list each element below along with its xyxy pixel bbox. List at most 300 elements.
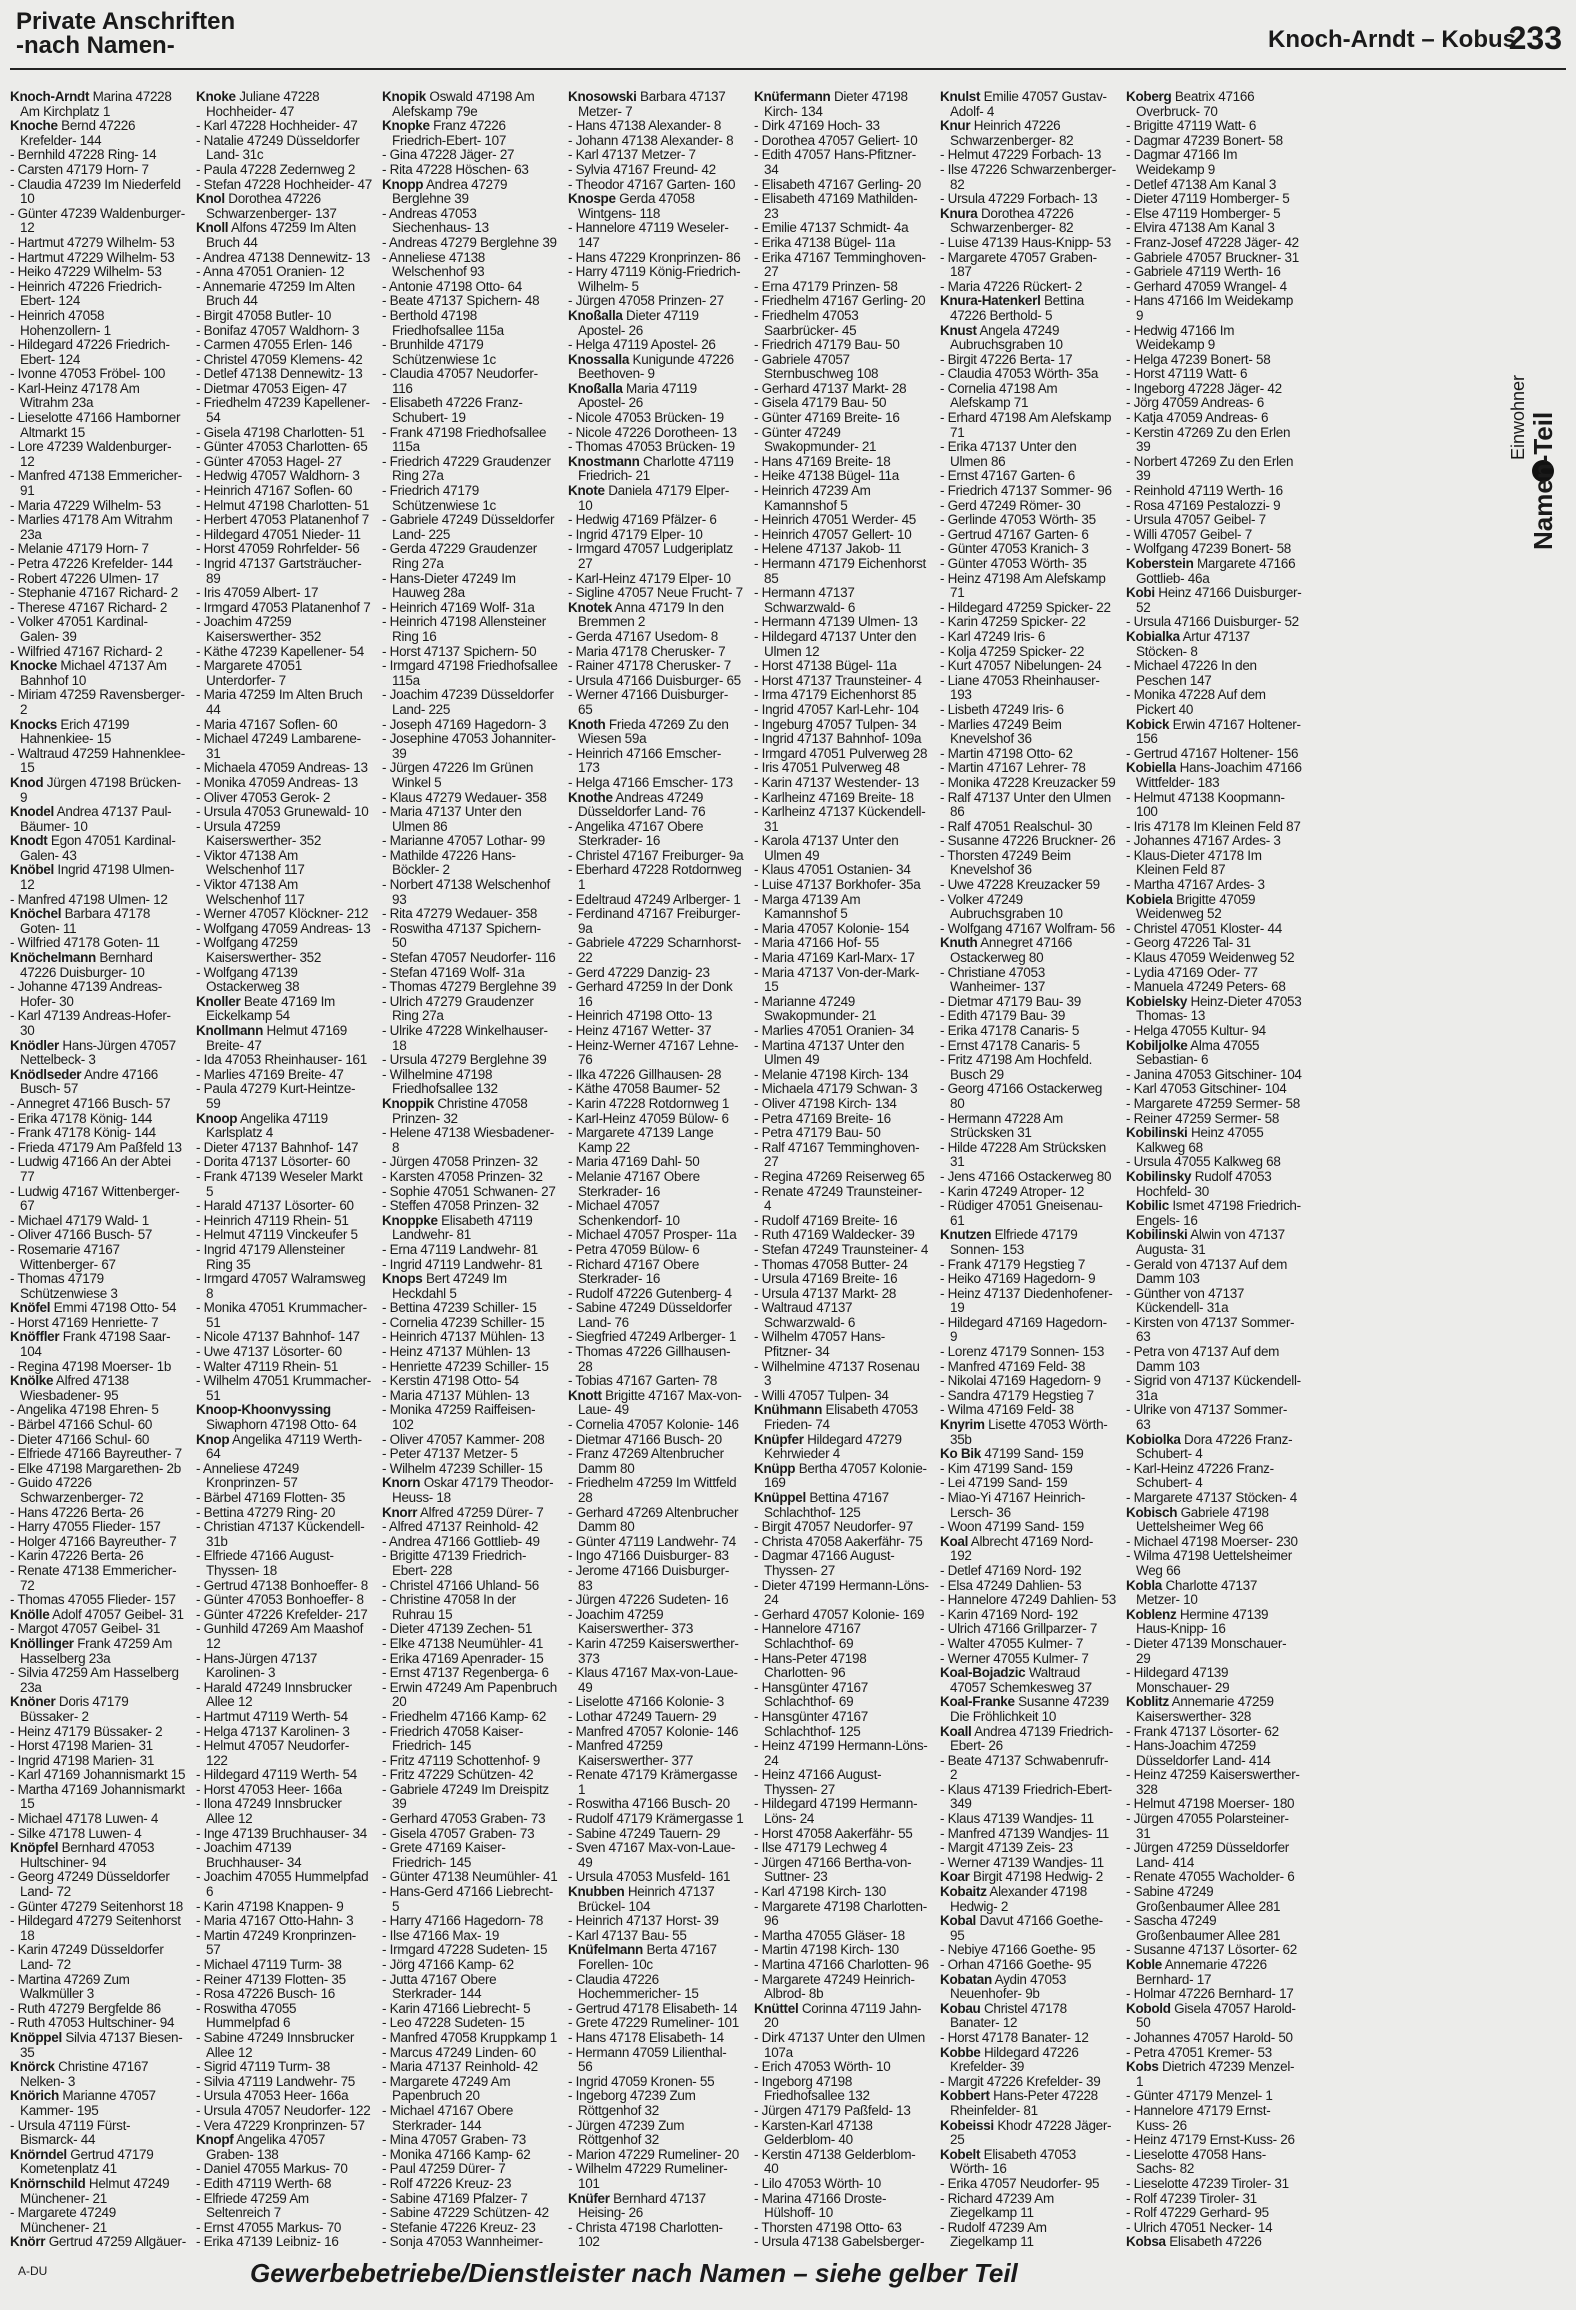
directory-entry	[1126, 382, 1302, 397]
entry-details: - Thomas 47055 Flieder- 157	[10, 1592, 176, 1608]
entry-details: - Carmen 47055 Erlen- 146	[196, 337, 353, 353]
directory-entry	[10, 1316, 186, 1331]
entry-details: - Tobias 47167 Garten- 78	[568, 1373, 718, 1389]
directory-entry	[568, 90, 744, 119]
entry-details: - Erich 47053 Wörth- 10	[754, 2059, 891, 2075]
entry-details: - Ursula 47279 Berglehne 39	[382, 1052, 547, 1068]
entry-details: - Susanne 47137 Lösorter- 62	[1126, 1942, 1297, 1958]
entry-details: - Sylvia 47167 Freund- 42	[568, 161, 716, 177]
entry-details: Susanne 47239 Die Fröhlichkeit 10	[950, 1694, 1109, 1724]
directory-entry	[382, 732, 558, 761]
entry-details: - Alfred 47137 Reinhold- 42	[382, 1519, 539, 1535]
entry-details: - Elke 47138 Neumühler- 41	[382, 1635, 544, 1651]
directory-entry	[754, 542, 930, 557]
directory-entry	[568, 2016, 744, 2031]
directory-entry	[568, 2148, 744, 2163]
entry-details: - Jürgen 47259 Düsseldorfer Land- 414	[1126, 1840, 1289, 1870]
directory-entry	[940, 1564, 1116, 1579]
directory-entry	[10, 148, 186, 163]
directory-entry	[196, 1068, 372, 1083]
entry-details: - Heinrich 47167 Soflen- 60	[196, 483, 353, 499]
entry-details: - Michael 47119 Turm- 38	[196, 1957, 342, 1972]
entry-details: - Hans 47138 Alexander- 8	[568, 118, 722, 134]
entry-details: - Jürgen 47226 Sudeten- 16	[568, 1592, 729, 1608]
entry-details: - Günter 47239 Waldenburger- 12	[10, 205, 185, 236]
directory-entry	[382, 1885, 558, 1914]
directory-entry	[940, 995, 1116, 1010]
directory-entry	[1126, 951, 1302, 966]
entry-surname: Knoop-Khoonvyssing	[196, 1402, 331, 1418]
entry-details: - Oliver 47166 Busch- 57	[10, 1227, 153, 1243]
entry-details: - Harry 47119 König-Friedrich-Wilhelm- 5	[568, 264, 741, 294]
directory-entry	[940, 2119, 1116, 2148]
directory-entry	[382, 1754, 558, 1769]
entry-surname: Koble	[1126, 1957, 1163, 1972]
directory-entry	[1126, 236, 1302, 251]
directory-entry	[196, 688, 372, 717]
directory-entry	[1126, 834, 1302, 849]
entry-details: - Heinz 47199 Hermann-Löns- 24	[754, 1738, 928, 1768]
directory-entry	[940, 1053, 1116, 1082]
directory-entry	[382, 834, 558, 849]
directory-entry	[568, 455, 744, 484]
entry-details: - Sabine 47249 Tauern- 29	[568, 1825, 721, 1841]
directory-entry	[10, 1608, 186, 1623]
directory-entry	[196, 1739, 372, 1768]
directory-entry	[10, 1374, 186, 1403]
entry-details: - Elke 47198 Margarethen- 2b	[10, 1460, 181, 1476]
entry-details: - Holmar 47226 Bernhard- 17	[1126, 1986, 1294, 2002]
entry-details: - Jürgen 47058 Prinzen- 32	[382, 1154, 538, 1170]
directory-entry	[568, 1666, 744, 1695]
directory-entry	[568, 1199, 744, 1228]
entry-details: - Georg 47166 Ostackerweg 80	[940, 1081, 1103, 1111]
directory-entry	[1126, 1316, 1302, 1345]
entry-details: - Margarete 47057 Graben- 187	[940, 249, 1097, 280]
entry-details: - Klaus 47139 Friedrich-Ebert- 349	[940, 1781, 1112, 1812]
entry-details: Beatrix 47166 Overbruck- 70	[1136, 90, 1255, 119]
directory-entry	[10, 2235, 186, 2250]
directory-entry	[940, 1593, 1116, 1608]
entry-details: - Horst 47178 Banater- 12	[940, 2029, 1089, 2045]
entry-details: - Christian 47137 Kückendell- 31b	[196, 1519, 365, 1549]
entry-surname: Koberg	[1126, 90, 1172, 104]
entry-surname: Kobal	[940, 1913, 977, 1929]
entry-details: - Orhan 47166 Goethe- 95	[940, 1957, 1092, 1972]
directory-entry	[382, 601, 558, 616]
entry-details: - Kolja 47259 Spicker- 22	[940, 643, 1085, 659]
entry-details: - Rainer 47178 Cherusker- 7	[568, 658, 731, 674]
entry-details: - Irmgard 47228 Sudeten- 15	[382, 1942, 548, 1958]
entry-details: - Silvia 47259 Am Hasselberg 23a	[10, 1665, 179, 1695]
directory-entry	[382, 805, 558, 834]
entry-details: Lisette 47053 Wörth- 35b	[950, 1417, 1108, 1447]
entry-details: - Beate 47137 Schwabenrufr- 2	[940, 1752, 1109, 1783]
entry-details: - Volker 47249 Aubruchsgraben 10	[940, 891, 1063, 922]
entry-surname: Knothe	[568, 789, 613, 805]
entry-details: - Reiner 47139 Flotten- 35	[196, 1971, 346, 1987]
entry-details: - Claudia 47053 Wörth- 35a	[940, 366, 1099, 382]
directory-entry	[196, 2031, 372, 2060]
entry-details: - Hildegard 47051 Nieder- 11	[196, 526, 361, 542]
directory-entry	[382, 966, 558, 981]
directory-entry	[10, 469, 186, 498]
directory-entry	[196, 1608, 372, 1623]
directory-entry	[382, 2016, 558, 2031]
directory-entry	[196, 1622, 372, 1651]
directory-entry	[1126, 1024, 1302, 1039]
entry-details: Annemarie 47259 Kaiserswerther- 328	[1136, 1694, 1274, 1724]
entry-details: - Heinz 47137 Diedenhofener- 19	[940, 1285, 1113, 1316]
directory-entry	[754, 966, 930, 995]
entry-details: - Hannelore 47249 Dahlien- 53	[940, 1592, 1116, 1608]
entry-details: - Edith 47057 Hans-Pfitzner- 34	[754, 147, 916, 177]
entry-details: - Ursula 47057 Neudorfer- 122	[196, 2102, 371, 2118]
entry-details: - Uwe 47137 Lösorter- 60	[196, 1344, 342, 1360]
entry-details: - Gerd 47249 Römer- 30	[940, 497, 1081, 513]
directory-entry	[1126, 542, 1302, 557]
entry-details: - Martha 47169 Johannismarkt 15	[10, 1781, 185, 1812]
directory-entry	[568, 747, 744, 776]
directory-entry	[568, 1797, 744, 1812]
directory-entry	[1126, 688, 1302, 717]
directory-entry	[196, 1170, 372, 1199]
entry-details: - Elfriede 47166 August-Thyssen- 18	[196, 1548, 334, 1578]
entry-details: - Gerhard 47053 Graben- 73	[382, 1811, 546, 1827]
directory-entry	[568, 1973, 744, 2002]
entry-surname: Kobiella	[1126, 760, 1177, 776]
directory-entry	[382, 207, 558, 236]
entry-details: - Gisela 47198 Charlotten- 51	[196, 424, 365, 440]
entry-surname: Knörr	[10, 2234, 46, 2250]
footer-note: Gewerbebetriebe/Dienstleister nach Namen – siehe gelber Teil	[250, 2258, 1018, 2288]
directory-entry	[382, 2162, 558, 2177]
entry-surname: Koblitz	[1126, 1694, 1169, 1710]
directory-entry	[10, 776, 186, 805]
entry-details: Kunigunde 47226 Beethoven- 9	[578, 351, 734, 382]
entry-details: - Norbert 47138 Welschenhof 93	[382, 877, 551, 907]
directory-entry	[754, 1301, 930, 1330]
entry-details: - Norbert 47269 Zu den Erlen 39	[1126, 453, 1294, 484]
directory-entry	[196, 2221, 372, 2236]
name-range: Knoch-Arndt – Kobus	[1268, 26, 1516, 53]
directory-entry	[940, 1389, 1116, 1404]
directory-entry	[382, 2031, 558, 2046]
directory-entry	[940, 1579, 1116, 1594]
entry-details: - Roswitha 47137 Spichern- 50	[382, 920, 541, 951]
entry-details: Margarete 47166 Gottlieb- 46a	[1136, 556, 1296, 586]
directory-entry	[196, 966, 372, 995]
directory-entry	[568, 1433, 744, 1448]
directory-entry	[1126, 1433, 1302, 1462]
entry-details: - Günter 47053 Hagel- 27	[196, 453, 342, 469]
entry-details: - Erika 47178 König- 144	[10, 1110, 153, 1126]
directory-entry	[754, 148, 930, 177]
directory-entry	[754, 557, 930, 586]
directory-entry	[568, 2002, 744, 2017]
directory-entry	[940, 1608, 1116, 1623]
directory-entry	[196, 396, 372, 425]
entry-surname: Knura-Hatenkerl	[940, 293, 1041, 309]
directory-entry	[568, 2031, 744, 2046]
entry-details: - Melanie 47179 Horn- 7	[10, 541, 149, 557]
entry-details: Elfriede 47179 Sonnen- 153	[950, 1227, 1078, 1257]
entry-surname: Knyrim	[940, 1417, 985, 1433]
directory-entry	[1126, 1155, 1302, 1170]
directory-entry	[1126, 586, 1302, 615]
directory-entry	[10, 1141, 186, 1156]
entry-details: - Siegfried 47249 Arlberger- 1	[568, 1329, 737, 1345]
directory-entry	[754, 2119, 930, 2148]
directory-entry	[10, 834, 186, 863]
entry-details: - Fritz 47229 Schützen- 42	[382, 1767, 534, 1783]
entry-details: - Jörg 47166 Kamp- 62	[382, 1957, 514, 1972]
entry-surname: Knöfel	[10, 1300, 51, 1316]
entry-details: - Elisabeth 47167 Gerling- 20	[754, 176, 921, 192]
directory-entry	[1126, 1097, 1302, 1112]
directory-entry	[196, 1360, 372, 1375]
directory-entry	[1126, 557, 1302, 586]
entry-details: - Friedrich 47179 Bau- 50	[754, 337, 900, 353]
entry-surname: Kobi	[1126, 585, 1155, 601]
entry-details: - Günter 47053 Charlotten- 65	[196, 439, 368, 455]
directory-entry	[940, 1403, 1116, 1418]
entry-details: - Johanne 47139 Andreas-Hofer- 30	[10, 979, 162, 1009]
directory-entry	[10, 1097, 186, 1112]
entry-details: - Miao-Yi 47167 Heinrich-Lersch- 36	[940, 1490, 1086, 1520]
directory-entry	[382, 2133, 558, 2148]
directory-entry	[568, 980, 744, 1009]
entry-details: Erwin 47167 Holtener- 156	[1136, 716, 1301, 747]
entry-surname: Knödlseder	[10, 1066, 82, 1082]
entry-surname: Kobs	[1126, 2059, 1159, 2075]
directory-entry	[10, 936, 186, 951]
entry-surname: Knossalla	[568, 351, 630, 367]
entry-details: - Frank 47139 Weseler Markt 5	[196, 1168, 363, 1199]
directory-entry	[568, 1330, 744, 1345]
entry-details: Corinna 47119 Jahn- 20	[764, 2000, 922, 2031]
directory-entry	[196, 1958, 372, 1973]
entry-details: - Dorita 47137 Lösorter- 60	[196, 1154, 350, 1170]
directory-entry	[940, 966, 1116, 995]
entry-details: - Manfred 47058 Kruppkamp 1	[382, 2029, 558, 2045]
directory-entry	[196, 1433, 372, 1462]
directory-entry	[10, 645, 186, 660]
directory-entry	[382, 1053, 558, 1068]
directory-entry	[754, 221, 930, 236]
directory-entry	[10, 718, 186, 747]
directory-entry	[10, 1447, 186, 1462]
entry-details: - Renate 47179 Krämergasse 1	[568, 1767, 738, 1797]
entry-details: - Sophie 47051 Schwanen- 27	[382, 1183, 556, 1199]
directory-entry	[754, 1608, 930, 1623]
entry-details: - Maria 47226 Rückert- 2	[940, 278, 1083, 294]
directory-entry	[196, 1681, 372, 1710]
entry-details: - Rosa 47226 Busch- 16	[196, 1986, 335, 2002]
directory-entry	[196, 2162, 372, 2177]
entry-details: - Monika 47228 Auf dem Pickert 40	[1126, 687, 1266, 717]
entry-details: - Gerda 47229 Graudenzer Ring 27a	[382, 541, 537, 571]
entry-details: - Hans-Jürgen 47137 Karolinen- 3	[196, 1650, 318, 1681]
directory-entry	[196, 1549, 372, 1578]
directory-entry	[196, 163, 372, 178]
directory-entry	[754, 951, 930, 966]
entry-details: Berta 47167 Forellen- 10c	[578, 1942, 717, 1972]
directory-entry	[1126, 1666, 1302, 1695]
entry-surname: Knorr	[382, 1504, 418, 1520]
entry-surname: Knubben	[568, 1884, 625, 1900]
directory-entry	[196, 528, 372, 543]
directory-entry	[382, 849, 558, 878]
directory-entry	[196, 1199, 372, 1214]
directory-entry	[382, 1652, 558, 1667]
directory-entry	[568, 2089, 744, 2118]
directory-entry	[754, 411, 930, 426]
directory-entry	[382, 426, 558, 455]
entry-surname: Knoth	[568, 716, 606, 732]
entry-surname: Kobilinski	[1126, 1125, 1188, 1141]
directory-entry	[754, 251, 930, 280]
directory-entry	[754, 338, 930, 353]
entry-details: - Ruth 47169 Waldecker- 39	[754, 1227, 915, 1243]
entry-details: - Jutta 47167 Obere Sterkrader- 144	[382, 1971, 497, 2002]
entry-details: - Bettina 47239 Schiller- 15	[382, 1300, 537, 1316]
entry-details: - Thomas 47226 Gillhausen- 28	[568, 1344, 731, 1374]
entry-details: - Paul 47259 Dürer- 7	[382, 2161, 506, 2177]
directory-entry	[1126, 134, 1302, 149]
entry-details: - Woon 47199 Sand- 159	[940, 1519, 1085, 1535]
directory-entry	[568, 2192, 744, 2221]
directory-entry	[196, 922, 372, 937]
entry-details: Heinrich 47137 Brückel- 104	[578, 1884, 715, 1914]
directory-entry	[10, 2060, 186, 2089]
entry-details: - Michael 47198 Moerser- 230	[1126, 1533, 1298, 1549]
directory-entry	[196, 615, 372, 644]
directory-entry	[568, 382, 744, 411]
directory-entry	[196, 1725, 372, 1740]
directory-entry	[940, 484, 1116, 499]
entry-details: - Liane 47053 Rheinhauser- 193	[940, 672, 1100, 703]
entry-details: Annemarie 47226 Bernhard- 17	[1136, 1957, 1267, 1987]
directory-entry	[568, 1389, 744, 1418]
directory-entry	[568, 1914, 744, 1929]
entry-details: - Manuela 47249 Peters- 68	[1126, 979, 1286, 995]
directory-entry	[754, 863, 930, 878]
entry-details: - Günter 47249 Swakopmunder- 21	[754, 424, 877, 455]
directory-entry	[568, 251, 744, 266]
entry-details: - Ilka 47226 Gillhausen- 28	[568, 1066, 722, 1082]
directory-column-1	[10, 90, 186, 2250]
directory-entry	[382, 1666, 558, 1681]
directory-entry	[940, 1885, 1116, 1914]
entry-surname: Kobeissi	[940, 2117, 994, 2133]
directory-entry	[10, 1185, 186, 1214]
entry-details: - Lore 47239 Waldenburger- 12	[10, 439, 172, 469]
entry-details: - Emilie 47137 Schmidt- 4a	[754, 220, 909, 236]
directory-entry	[940, 528, 1116, 543]
directory-entry	[568, 1228, 744, 1243]
entry-details: - Miriam 47259 Ravensberger- 2	[10, 687, 185, 717]
directory-entry	[10, 659, 186, 688]
entry-details: - Ulrike von 47137 Sommer- 63	[1126, 1402, 1288, 1433]
entry-surname: Knur	[940, 118, 971, 134]
directory-entry	[940, 280, 1116, 295]
directory-entry	[196, 2235, 372, 2250]
directory-entry	[382, 1622, 558, 1637]
directory-entry	[754, 2060, 930, 2075]
entry-surname: Knoßalla	[568, 380, 623, 396]
entry-details: - Ludwig 47167 Wittenberger- 67	[10, 1183, 180, 1214]
directory-entry	[940, 236, 1116, 251]
entry-details: - Horst 47059 Rohrfelder- 56	[196, 541, 360, 557]
directory-entry	[754, 878, 930, 893]
directory-entry	[1126, 1039, 1302, 1068]
directory-entry	[754, 1797, 930, 1826]
directory-entry	[382, 1929, 558, 1944]
directory-entry	[196, 1024, 372, 1053]
directory-entry	[940, 90, 1116, 119]
entry-details: - Antonie 47198 Otto- 64	[382, 278, 522, 294]
entry-details: - Erika 47167 Temminghoven- 27	[754, 249, 926, 280]
directory-entry	[568, 338, 744, 353]
directory-entry	[940, 645, 1116, 660]
entry-details: - Friedhelm 47053 Saarbrücker- 45	[754, 307, 859, 338]
directory-entry	[1126, 747, 1302, 762]
directory-entry	[940, 513, 1116, 528]
entry-details: - Heinrich 47051 Werder- 45	[754, 512, 916, 528]
entry-details: - Birgit 47226 Berta- 17	[940, 351, 1073, 367]
entry-details: Siwaphorn 47198 Otto- 64	[206, 1417, 357, 1433]
directory-entry	[754, 805, 930, 834]
directory-entry	[196, 221, 372, 250]
entry-details: - Jürgen 47179 Paßfeld- 13	[754, 2102, 911, 2118]
directory-entry	[1126, 221, 1302, 236]
entry-details: - Helmut 47138 Koopmann- 100	[1126, 789, 1285, 820]
directory-entry	[10, 2031, 186, 2060]
directory-entry	[382, 1870, 558, 1885]
entry-surname: Kobelt	[940, 2146, 981, 2162]
directory-entry	[1126, 1549, 1302, 1578]
entry-surname: Knust	[940, 322, 977, 338]
directory-entry	[196, 1301, 372, 1330]
entry-details: - Michael 47226 In den Peschen 147	[1126, 658, 1257, 688]
entry-surname: Knöllinger	[10, 1635, 74, 1651]
entry-surname: Knörich	[10, 2088, 59, 2104]
entry-details: - Monika 47051 Krummacher- 51	[196, 1300, 367, 1330]
directory-entry	[382, 1185, 558, 1200]
entry-details: - Helene 47137 Jakob- 11	[754, 541, 902, 557]
directory-entry	[940, 1783, 1116, 1812]
entry-details: - Ingrid 47119 Landwehr- 81	[382, 1256, 543, 1272]
directory-entry	[382, 645, 558, 660]
entry-details: - Klaus 47139 Wandjes- 11	[940, 1811, 1094, 1827]
directory-entry	[10, 2177, 186, 2206]
entry-surname: Knüttel	[754, 2000, 799, 2016]
entry-surname: Ko Bik	[940, 1446, 981, 1462]
entry-details: - Rolf 47229 Gerhard- 95	[1126, 2205, 1269, 2221]
directory-entry	[1126, 1462, 1302, 1491]
directory-entry	[196, 1841, 372, 1870]
directory-entry	[568, 1112, 744, 1127]
directory-entry	[568, 820, 744, 849]
directory-entry	[382, 2221, 558, 2236]
entry-surname: Knod	[10, 774, 44, 790]
directory-entry	[754, 2075, 930, 2104]
entry-details: - Gerda 47167 Usedom- 8	[568, 628, 718, 644]
directory-entry	[754, 1973, 930, 2002]
entry-details: - Karlheinz 47169 Breite- 18	[754, 789, 914, 805]
directory-entry	[10, 1009, 186, 1038]
